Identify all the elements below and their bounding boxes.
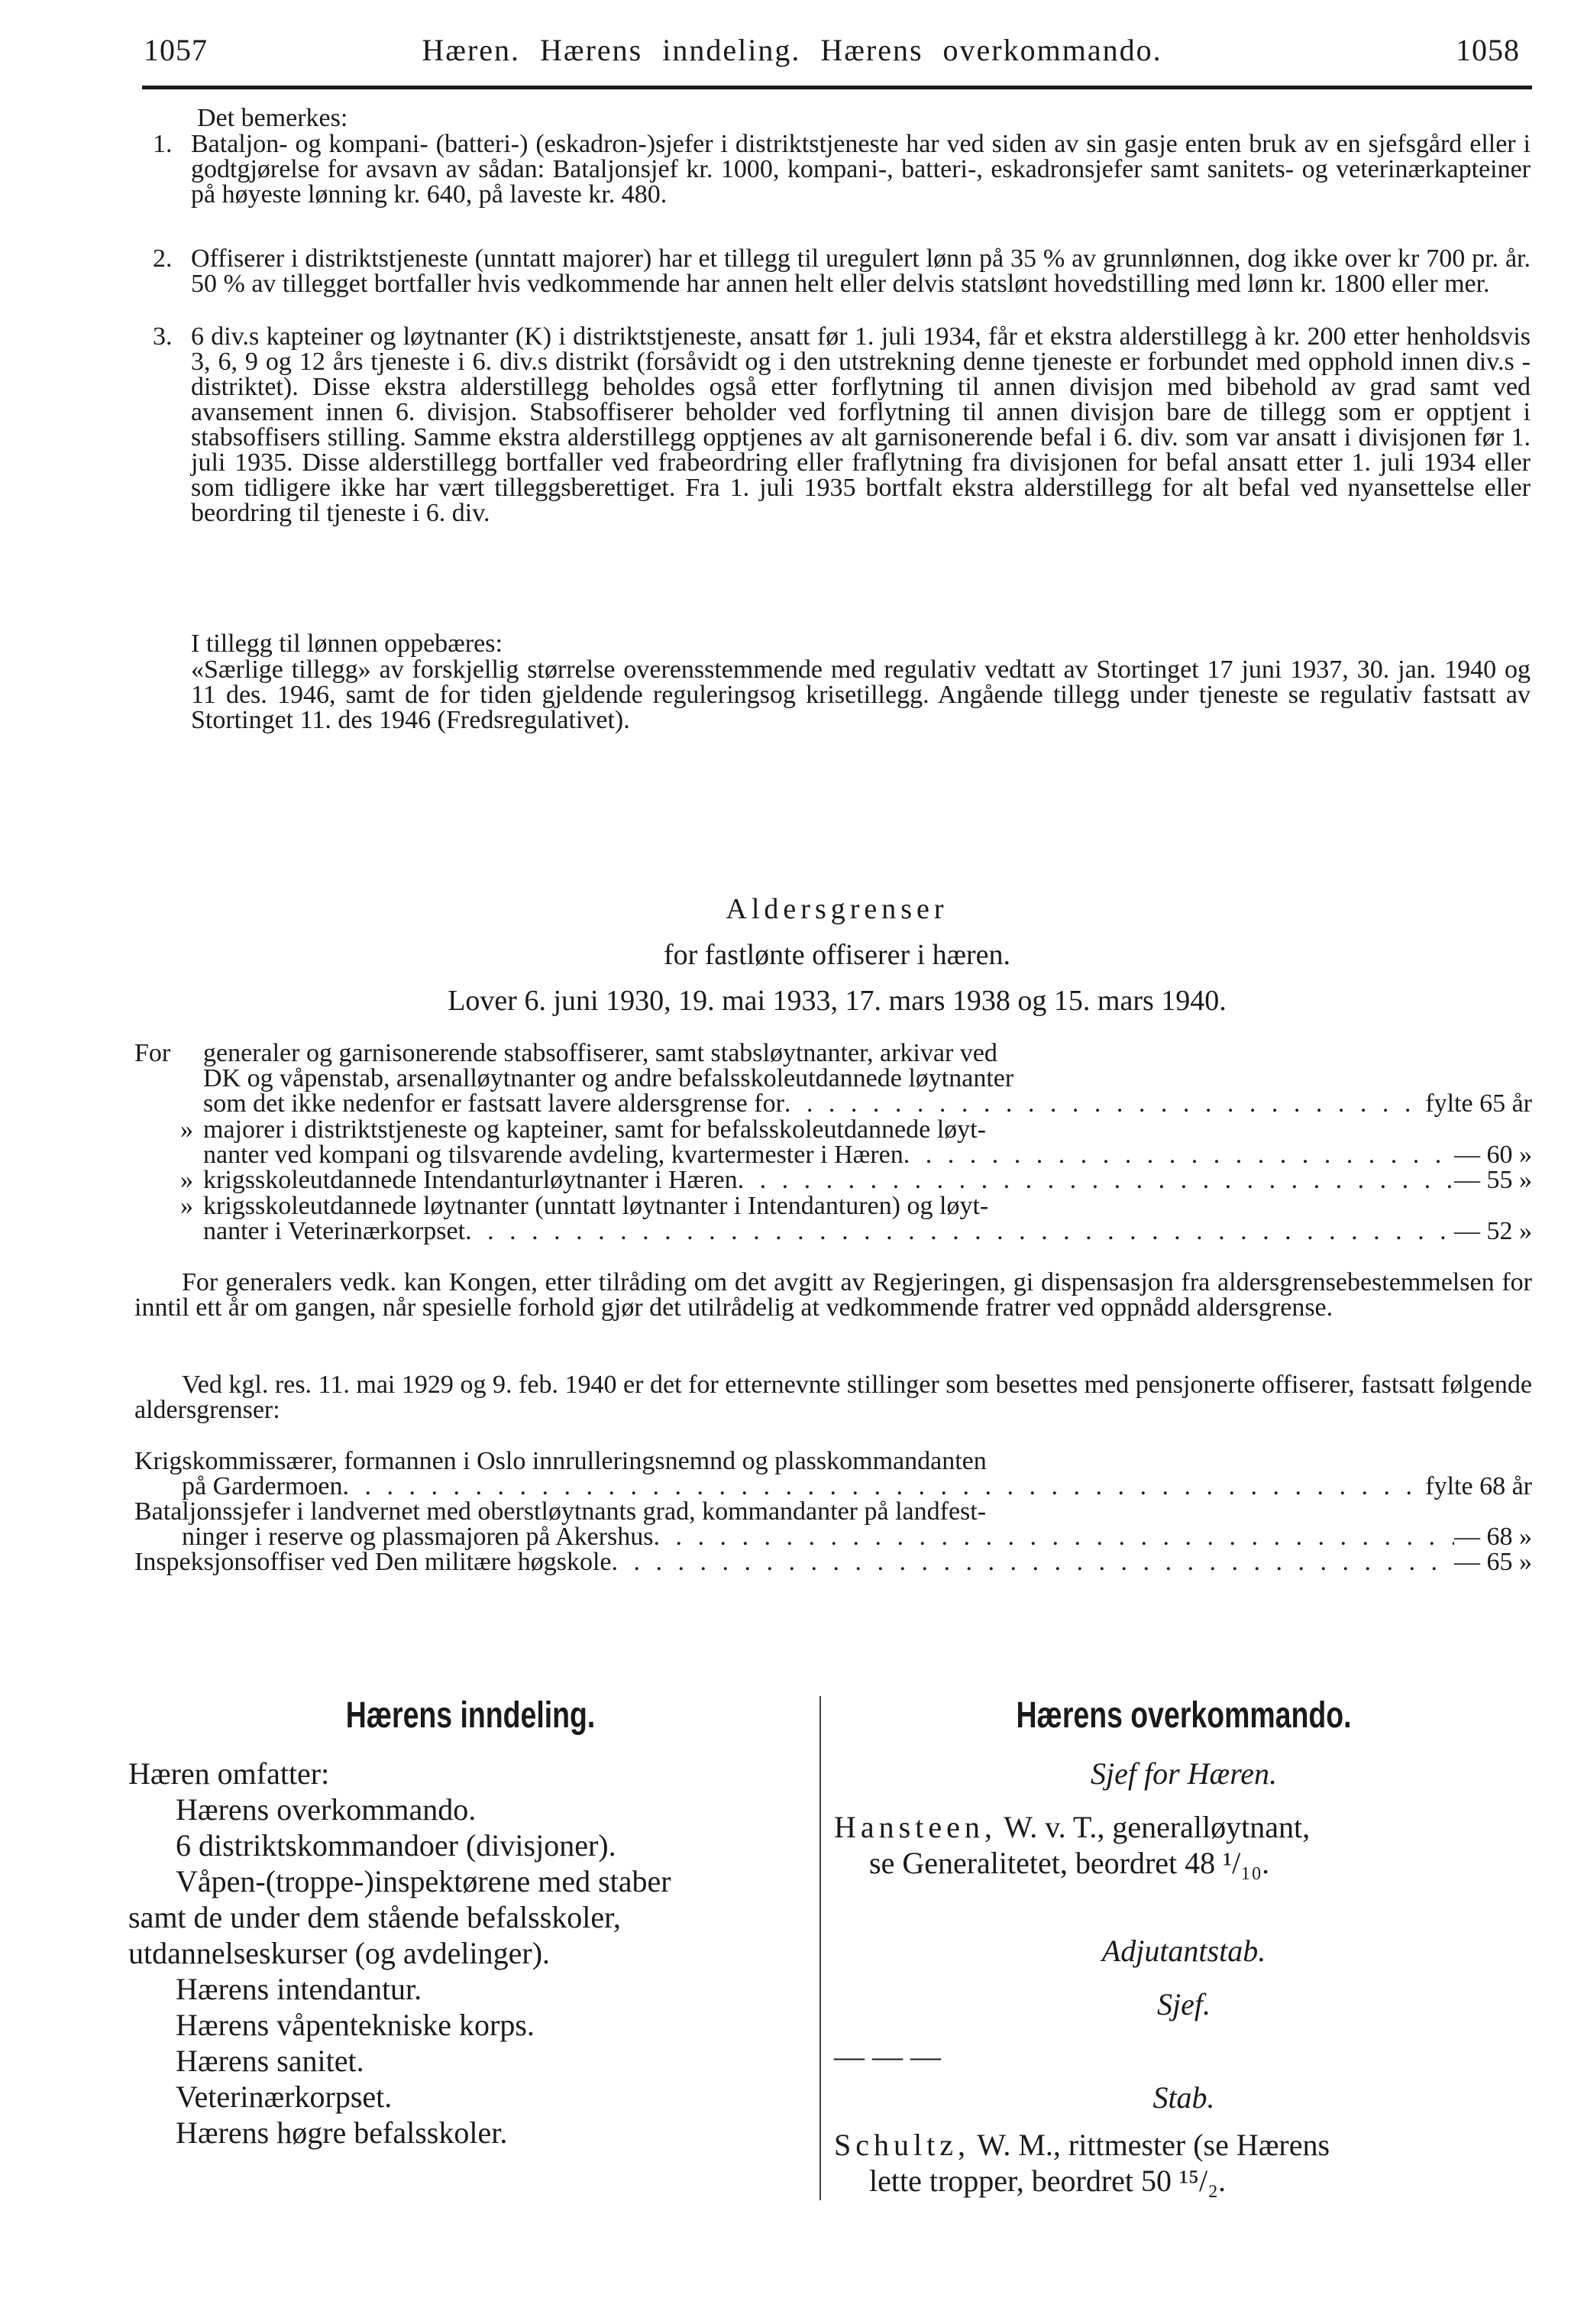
entry-line: krigsskoleutdannede løytnanter (unntatt løytnanter i Intendanturen) og løyt- xyxy=(203,1192,989,1220)
list-item: Våpen-(troppe-)inspektørene med staber xyxy=(176,1864,671,1898)
staff-entry xyxy=(834,2127,1521,2199)
adjutant-subheading: Adjutantstab. xyxy=(1101,1934,1266,1968)
entry-last-line: nanter i Veterinærkorpset xyxy=(203,1217,466,1245)
entry-line: DK og våpenstab, arsenalløytnanter og andre befalsskoleutdannede løytnanter xyxy=(203,1064,1014,1092)
page-number-left: 1057 xyxy=(144,33,208,67)
pension-entry-3 xyxy=(134,1549,1532,1575)
chief-subheading: Sjef for Hæren. xyxy=(1090,1756,1278,1791)
chief-details: W. v. T., generalløytnant, xyxy=(1004,1810,1311,1844)
age-limits-laws: Lover 6. juni 1930, 19. mai 1933, 17. mars 1938 og 15. mars 1940. xyxy=(448,985,1227,1017)
entry-last-line: på Gardermoen xyxy=(182,1472,343,1500)
entry-value: — 65 » xyxy=(1454,1548,1532,1576)
leader-dots xyxy=(654,1524,1455,1549)
remark-item-2 xyxy=(153,244,1531,298)
entry-value: — 60 » xyxy=(1454,1141,1532,1169)
entry-last-line: nanter ved kompani og tilsvarende avdeling, kvartermester i Hæren xyxy=(203,1141,904,1169)
remark-number: 1. xyxy=(153,130,173,158)
column-divider xyxy=(819,1696,821,2200)
running-header xyxy=(0,32,1584,86)
remarks-intro: Det bemerkes: xyxy=(197,104,348,132)
leader-dots xyxy=(612,1549,1454,1575)
chief-name: Hansteen, xyxy=(834,1810,997,1844)
list-item: Hærens våpentekniske korps. xyxy=(176,2008,535,2042)
staff-name: Schultz, xyxy=(834,2128,970,2162)
left-intro: Hæren omfatter: xyxy=(128,1756,330,1791)
entry-value: fylte 65 år xyxy=(1425,1089,1532,1118)
remark-text: 6 div.s kapteiner og løytnanter (K) i distriktstjeneste, ansatt før 1. juli 1934, får et ekstra alderstillegg à kr. 200 etter henholdsvis 3, 6, 9 og 12 års tjeneste i 6. div.s distrikt (forsåvidt og i den utstrekning denne tjeneste er forbundet med opphold innen div.s -distriktet). Disse ekstra alderstillegg beholdes også etter forflytning til annen divisjon med bibehold av grad samt ved avansement innen 6. divisjon. Stabsoffiserer beholder ved forflytning til annen divisjon bare de tillegg som er opptjent i stabsoffisers stilling. Samme ekstra alderstillegg opptjenes av alt garnisonerende befal i 6. div. som var ansatt i divisjonen før 1. juli 1935. Disse alderstillegg bortfaller ved frabeordring eller fraflytning fra divisjonen for befal ansatt etter 1. juli 1934 eller som tidligere ikke har vært tilleggsberettiget. Fra 1. juli 1935 bortfalt ekstra alderstillegg for alt befal ved nyansettelse eller beordring til tjeneste i 6. div. xyxy=(191,322,1531,527)
addition-text: «Særlige tillegg» av forskjellig størrelse overensstemmende med regulativ vedtatt av Stortinget 17 juni 1937, 30. jan. 1940 og 11 des. 1946, samt de for tiden gjeldende reguleringsog krisetillegg. Angående tillegg under tjeneste se regulativ fastsatt av Stortinget 11. des 1946 (Fredsregulativet). xyxy=(191,655,1531,734)
age-entry-4 xyxy=(203,1193,1532,1244)
entry-line: majorer i distriktstjeneste og kapteiner, samt for befalsskoleutdannede løyt- xyxy=(203,1115,986,1144)
entry-prefix: » xyxy=(180,1166,193,1194)
age-entry-1 xyxy=(203,1041,1532,1116)
list-item: Hærens sanitet. xyxy=(176,2044,364,2078)
left-column-body xyxy=(128,1756,816,2151)
pension-entry-2 xyxy=(134,1499,1532,1549)
age-entry-2 xyxy=(203,1117,1532,1167)
remark-number: 2. xyxy=(153,244,173,273)
list-item: Hærens intendantur. xyxy=(176,1972,422,2006)
pension-entry-1 xyxy=(134,1448,1532,1499)
remark-item-1 xyxy=(153,130,1531,209)
left-column-heading: Hærens inndeling. xyxy=(345,1695,596,1736)
entry-value: fylte 68 år xyxy=(1425,1472,1532,1500)
age-limits-title: Aldersgrenser xyxy=(726,893,949,925)
vacant-placeholder: — — — xyxy=(834,2039,941,2073)
entry-line: generaler og garnisonerende stabsoffiserer, samt stabsløytnanter, arkivar ved xyxy=(203,1039,997,1067)
entry-last-line: krigsskoleutdannede Intendanturløytnanter i Hæren xyxy=(203,1166,738,1194)
entry-prefix: » xyxy=(180,1115,193,1144)
entry-value: — 52 » xyxy=(1454,1217,1532,1245)
remark-text: Offiserer i distriktstjeneste (unntatt majorer) har et tillegg til uregulert lønn på 35 % av grunnlønnen, dog ikke over kr 700 pr. år. 50 % av tillegget bortfaller hvis vedkommende har annen helt eller delvis statslønt hovedstilling med lønn kr. 1800 eller mer. xyxy=(191,244,1531,298)
leader-dots xyxy=(904,1142,1454,1167)
leader-dots xyxy=(738,1167,1454,1193)
list-item: 6 distriktskommandoer (divisjoner). xyxy=(176,1828,616,1863)
list-item: Hærens høgre befalsskoler. xyxy=(176,2115,508,2150)
remark-item-3 xyxy=(153,322,1531,527)
staff-details: W. M., rittmester (se Hærens xyxy=(977,2128,1330,2162)
leader-dots xyxy=(343,1474,1426,1499)
list-item: Veterinærkorpset. xyxy=(176,2080,393,2114)
right-heading-wrap xyxy=(832,1694,1535,1737)
leader-dots xyxy=(784,1091,1425,1116)
staff-details-line2: lette tropper, beordret 50 ¹⁵/₂. xyxy=(869,2164,1227,2198)
age-para-1: For generalers vedk. kan Kongen, etter tilråding om det avgitt av Regjeringen, gi dispensasjon fra aldersgrensebestemmelsen for inntil ett år om gangen, når spesielle forhold gjør det utilrådelig at vedkommende fratrer ved oppnådd aldersgrense. xyxy=(134,1268,1532,1322)
age-limits-subtitle: for fastlønte offiserer i hæren. xyxy=(663,939,1011,971)
left-heading-wrap xyxy=(134,1694,807,1737)
addition-intro: I tillegg til lønnen oppebæres: xyxy=(191,630,503,658)
entry-value: — 55 » xyxy=(1454,1166,1532,1194)
entry-last-line: som det ikke nedenfor er fastsatt lavere aldersgrense for xyxy=(203,1089,784,1118)
list-item-continuation: utdannelseskurser (og avdelinger). xyxy=(128,1936,551,1970)
age-entry-3 xyxy=(203,1167,1532,1193)
entry-last-line: Inspeksjonsoffiser ved Den militære høgskole xyxy=(134,1548,612,1576)
remark-number: 3. xyxy=(153,322,173,351)
remark-text: Bataljon- og kompani- (batteri-) (eskadron-)sjefer i distriktstjeneste har ved siden av sin gasje enten bruk av en sjefsgård eller i godtgjørelse for avsavn av sådan: Bataljonsjef kr. 1000, kompani-, batteri-, eskadronsjefer samt sanitets- og veterinærkapteiner på høyeste lønning kr. 640, på laveste kr. 480. xyxy=(191,130,1531,209)
age-para-2: Ved kgl. res. 11. mai 1929 og 9. feb. 1940 er det for etternevnte stillinger som besettes med pensjonerte offiserer, fastsatt følgende aldersgrenser: xyxy=(134,1371,1532,1424)
entry-last-line: ninger i reserve og plassmajoren på Akershus xyxy=(182,1523,654,1551)
entry-prefix: » xyxy=(180,1192,193,1220)
staff-subheading: Stab. xyxy=(1152,2080,1215,2115)
entry-line: Krigskommissærer, formannen i Oslo innrulleringsnemnd og plasskommandanten xyxy=(134,1447,987,1475)
entry-value: — 68 » xyxy=(1454,1523,1532,1551)
running-title: Hæren. Hærens inndeling. Hærens overkommando. xyxy=(422,33,1162,67)
chief-details-line2: se Generalitetet, beordret 48 ¹/₁₀. xyxy=(869,1846,1270,1880)
entry-line: Bataljonssjefer i landvernet med oberstløytnants grad, kommandanter på landfest- xyxy=(134,1497,987,1526)
right-column-heading: Hærens overkommando. xyxy=(1016,1695,1352,1736)
leader-dots xyxy=(465,1219,1454,1244)
page-number-right: 1058 xyxy=(1456,33,1520,67)
entry-prefix: For xyxy=(134,1039,171,1067)
list-item-continuation: samt de under dem stående befalsskoler, xyxy=(128,1900,621,1934)
list-item: Hærens overkommando. xyxy=(176,1792,477,1827)
header-rule xyxy=(142,86,1532,89)
adjutant-chief-subheading: Sjef. xyxy=(1157,1987,1211,2021)
chief-entry xyxy=(834,1809,1521,1881)
